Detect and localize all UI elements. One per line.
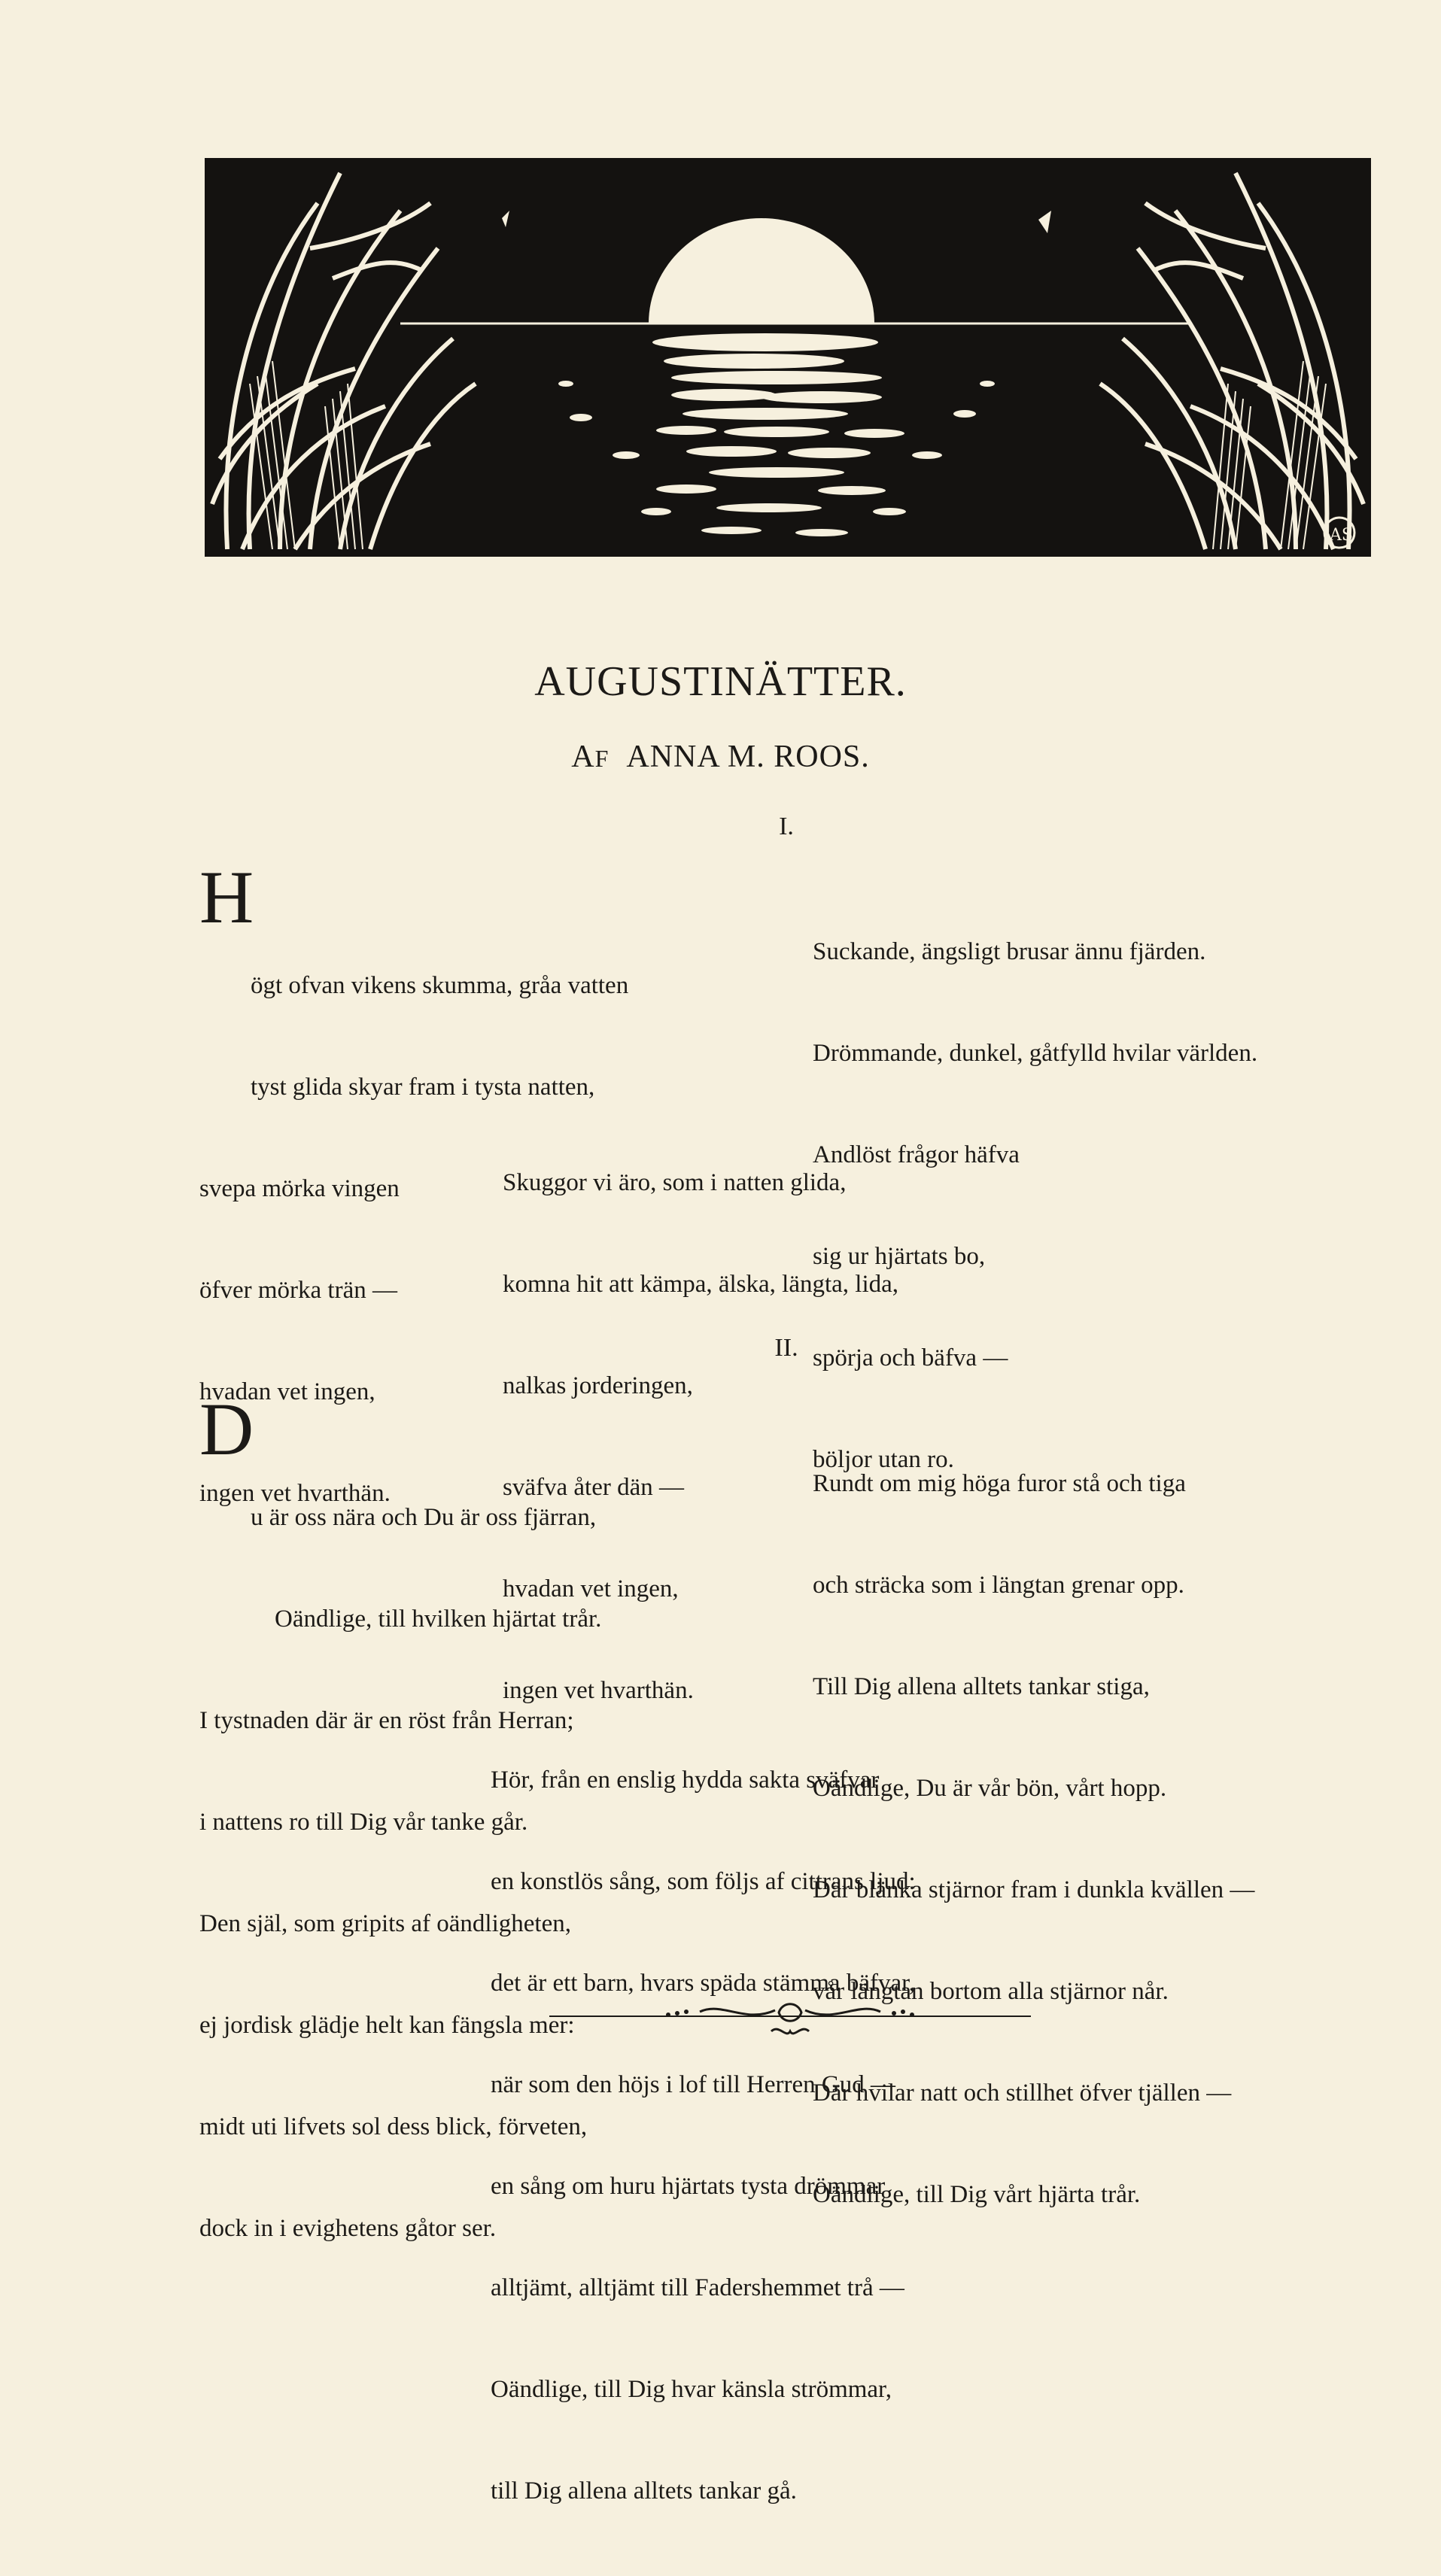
stanza-line: sväfva åter dän — bbox=[503, 1474, 684, 1501]
stanza-line: Oändlige, till hvilken hjärtat trår. bbox=[275, 1605, 602, 1633]
stanza-line: Hör, från en enslig hydda sakta sväfvar bbox=[491, 1766, 880, 1794]
poem-title: AUGUSTINÄTTER. bbox=[534, 658, 907, 705]
stanza-line: sig ur hjärtats bo, bbox=[813, 1243, 986, 1270]
stanza-line: u är oss nära och Du är oss fjärran, bbox=[251, 1504, 597, 1531]
stanza-line: en sång om huru hjärtats tysta drömmar bbox=[491, 2173, 886, 2200]
stanza-line: böljor utan ro. bbox=[813, 1446, 954, 1473]
section-number-2: II. bbox=[774, 1334, 798, 1362]
stanza-line: hvadan vet ingen, bbox=[503, 1575, 679, 1602]
svg-text:AS: AS bbox=[1330, 526, 1353, 545]
stanza-line: Skuggor vi äro, som i natten glida, bbox=[503, 1169, 847, 1196]
stanza-line: hvadan vet ingen, bbox=[199, 1378, 375, 1405]
stanza-line: Oändlige, till Dig hvar känsla strömmar, bbox=[491, 2376, 892, 2403]
stanza-line: Drömmande, dunkel, gåtfylld hvilar världen. bbox=[813, 1040, 1258, 1067]
stanza-line: Suckande, ängsligt brusar ännu fjärden. bbox=[813, 938, 1206, 965]
author-prefix-rest: F bbox=[594, 745, 610, 772]
stanza-line: när som den höjs i lof till Herren Gud — bbox=[491, 2071, 895, 2098]
stanza-line: midt uti lifvets sol dess blick, förveten, bbox=[199, 2113, 588, 2140]
moon-reeds-icon bbox=[205, 158, 1371, 557]
stanza-line: dock in i evighetens gåtor ser. bbox=[199, 2215, 497, 2242]
stanza-line: i nattens ro till Dig vår tanke går. bbox=[199, 1809, 528, 1836]
moon-over-water-illustration bbox=[205, 158, 1371, 557]
stanza-line: till Dig allena alltets tankar gå. bbox=[491, 2477, 797, 2505]
stanza-line: ingen vet hvarthän. bbox=[503, 1677, 694, 1704]
stanza-line: ingen vet hvarthän. bbox=[199, 1480, 391, 1507]
stanza-line: och sträcka som i längtan grenar opp. bbox=[813, 1572, 1184, 1599]
stanza-line: Till Dig allena alltets tankar stiga, bbox=[813, 1673, 1150, 1700]
stanza-line: Oändlige, Du är vår bön, vårt hopp. bbox=[813, 1775, 1167, 1802]
stanza-2-center bbox=[491, 1696, 916, 2576]
stanza-line: ögt ofvan vikens skumma, gråa vatten bbox=[251, 972, 629, 999]
stanza-line: Oändlige, till Dig vårt hjärta trår. bbox=[813, 2181, 1141, 2208]
stanza-line: Där blänka stjärnor fram i dunkla kvällen — bbox=[813, 1876, 1255, 1903]
stanza-line: spörja och bäfva — bbox=[813, 1344, 1008, 1372]
stanza-line: en konstlös sång, som följs af cittrans ljud: bbox=[491, 1868, 916, 1895]
stanza-line: tyst glida skyar fram i tysta natten, bbox=[251, 1074, 595, 1101]
stanza-line: Andlöst frågor häfva bbox=[813, 1141, 1020, 1168]
stanza-line: ej jordisk glädje helt kan fängsla mer: bbox=[199, 2012, 575, 2039]
author-prefix-cap: A bbox=[571, 740, 595, 774]
stanza-line: Rundt om mig höga furor stå och tiga bbox=[813, 1470, 1186, 1497]
stanza-line: komna hit att kämpa, älska, längta, lida, bbox=[503, 1271, 899, 1298]
dropcap-h: H bbox=[199, 855, 254, 939]
stanza-line: Den själ, som gripits af oändligheten, bbox=[199, 1910, 571, 1937]
stanza-line: nalkas jorderingen, bbox=[503, 1372, 693, 1399]
scroll-flourish-ornament-icon bbox=[549, 1994, 1031, 2046]
author-name: ANNA M. ROOS. bbox=[626, 740, 870, 774]
stanza-line: svepa mörka vingen bbox=[199, 1175, 400, 1202]
stanza-line: vår längtan bortom alla stjärnor når. bbox=[813, 1978, 1169, 2005]
stanza-line: alltjämt, alltjämt till Fadershemmet trå — bbox=[491, 2274, 904, 2301]
dropcap-d: D bbox=[199, 1387, 254, 1471]
author-line bbox=[0, 741, 1441, 773]
stanza-line: öfver mörka trän — bbox=[199, 1277, 397, 1304]
stanza-line: det är ett barn, hvars späda stämma bäfvar, bbox=[491, 1970, 916, 1997]
stanza-line: Där hvilar natt och stillhet öfver tjällen — bbox=[813, 2079, 1232, 2107]
stanza-line: I tystnaden där är en röst från Herran; bbox=[199, 1707, 574, 1734]
section-number-1: I. bbox=[779, 813, 794, 840]
